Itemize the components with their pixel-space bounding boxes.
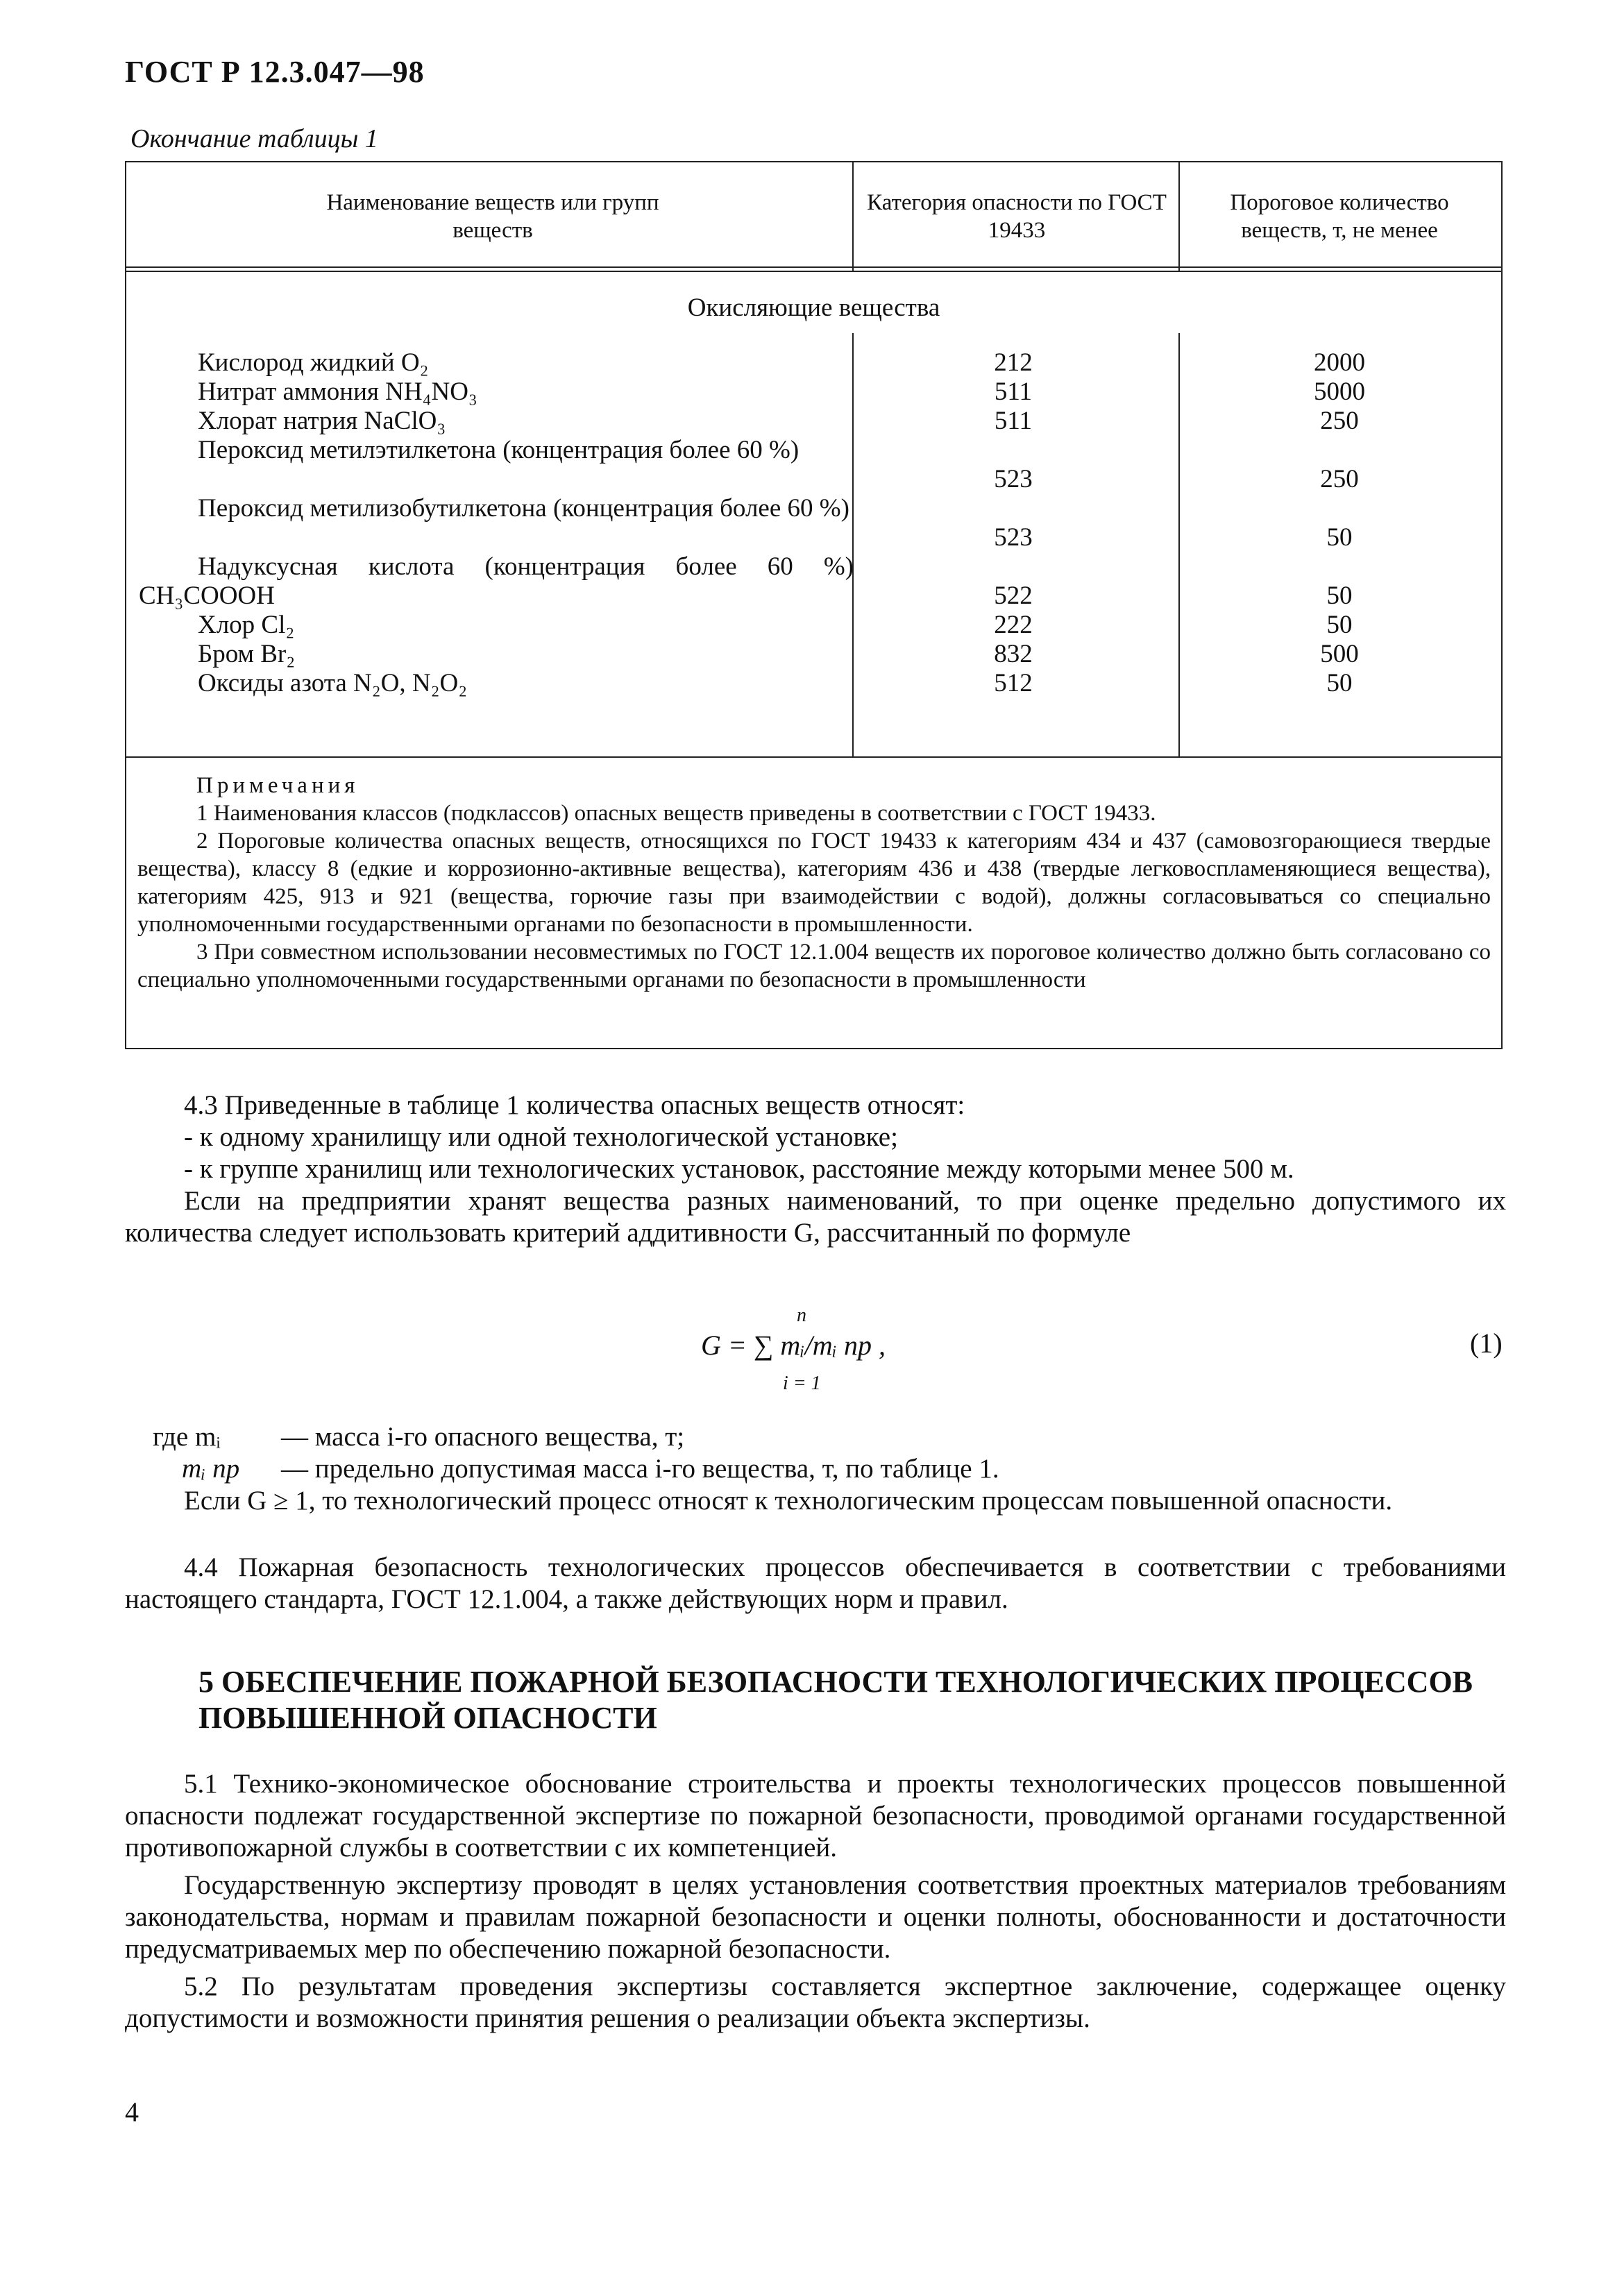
threshold-amount: 500 (1320, 640, 1359, 668)
paragraph-5-1 (125, 1768, 1506, 1864)
paragraph-5-1b (125, 1869, 1506, 1965)
column-header-name: Наименование веществ или групп веществ (326, 190, 659, 243)
hazard-category: 523 (994, 523, 1033, 552)
body-col-divider-2 (1178, 333, 1180, 756)
substance-name: Кислород жидкий O₂ (198, 348, 429, 377)
paragraph-5-2 (125, 1971, 1506, 2035)
paragraph-line: 4.3 Приведенные в таблице 1 количества опасных веществ относят: (184, 1090, 965, 1120)
header-col-divider-1 (852, 161, 854, 271)
header-col-divider-2 (1178, 161, 1180, 271)
paragraph-line: - к одному хранилищу или одной технологической установке; (184, 1122, 898, 1152)
header-divider-2 (125, 271, 1503, 272)
paragraph-line: - к группе хранилищ или технологических установок, расстояние между которыми менее 500 м. (184, 1154, 1294, 1184)
notes-title: Примечания (196, 773, 360, 798)
note-item: 1 Наименования классов (подклассов) опасных веществ приведены в соответствии с ГОСТ 19433. (196, 801, 1156, 826)
header-divider (125, 266, 1503, 268)
threshold-amount: 50 (1326, 582, 1353, 610)
substances-table (125, 161, 1503, 1049)
hazard-category: 212 (994, 348, 1033, 377)
threshold-amount: 250 (1320, 407, 1359, 435)
table-notes (137, 772, 1491, 994)
threshold-amount: 250 (1320, 465, 1359, 493)
page-number: 4 (125, 2096, 139, 2128)
note-item: 3 При совместном использовании несовместимых по ГОСТ 12.1.004 веществ их пороговое количество должно быть согласовано со специально уполномоченными государственными органами по безопасности в промышленности (137, 940, 1491, 992)
paragraph-text: Государственную экспертизу проводят в целях установления соответствия проектных материалов требованиям законодательства, нормам и правилам пожарной безопасности и оценки полноты, обоснованности и достаточности предусматриваемых мер по обеспечению пожарной безопасности. (125, 1870, 1506, 1964)
where-definition: — масса i-го опасного вещества, т; (281, 1422, 685, 1452)
column-header-category: Категория опасности по ГОСТ 19433 (867, 190, 1167, 243)
where-symbol: где mᵢ (153, 1422, 221, 1452)
section-5-heading: 5 ОБЕСПЕЧЕНИЕ ПОЖАРНОЙ БЕЗОПАСНОСТИ ТЕХНОЛОГИЧЕСКИХ ПРОЦЕССОВ ПОВЫШЕННОЙ ОПАСНОСТИ (198, 1665, 1473, 1735)
substance-name: Оксиды азота N₂O, N₂O₂ (198, 669, 468, 697)
where-definition: — предельно допустимая масса i-го вещества, т, по таблице 1. (281, 1454, 999, 1484)
paragraph-text: 5.2 По результатам проведения экспертизы составляется экспертное заключение, содержащее оценку допустимости и возможности принятия решения о реализации объекта экспертизы. (125, 1971, 1506, 2033)
hazard-category: 222 (994, 611, 1033, 639)
paragraph-4-3 (125, 1089, 1506, 1249)
hazard-category: 512 (994, 669, 1033, 697)
threshold-amount: 50 (1326, 523, 1353, 552)
formula-additivity: G = ∑ mᵢ/mᵢ пр , (701, 1330, 886, 1361)
section-oxidizers: Окисляющие вещества (687, 294, 940, 322)
document-code: ГОСТ Р 12.3.047—98 (125, 55, 425, 89)
paragraph-text: 4.4 Пожарная безопасность технологических процессов обеспечивается в соответствии с требованиями настоящего стандарта, ГОСТ 12.1.004, а также действующих норм и правил. (125, 1552, 1506, 1614)
hazard-category: 523 (994, 465, 1033, 493)
hazard-category: 832 (994, 640, 1033, 668)
paragraph-text: Если G ≥ 1, то технологический процесс относят к технологическим процессам повышенной опасности. (184, 1486, 1393, 1516)
hazard-category: 522 (994, 582, 1033, 610)
note-item: 2 Пороговые количества опасных веществ, относящихся по ГОСТ 19433 к категориям 434 и 437 (самовозгорающиеся твердые вещества), классу 8 (едкие и коррозионно-активные вещества), категориям 436 и 438 (твердые легковоспламеняющиеся вещества), категориям 425, 913 и 921 (вещества, горючие газы при взаимодействии с водой), должны согласовываться со специально уполномоченными государственными органами по безопасности в промышленности. (137, 829, 1491, 937)
threshold-amount: 50 (1326, 611, 1353, 639)
equation-number: (1) (1470, 1328, 1503, 1359)
table-caption: Окончание таблицы 1 (130, 124, 378, 153)
substance-name: Пероксид метилизобутилкетона (концентрация более 60 %) (198, 494, 849, 523)
paragraph-4-4 (125, 1552, 1506, 1615)
column-header-threshold: Пороговое количество веществ, т, не менее (1230, 190, 1449, 243)
hazard-category: 511 (994, 407, 1033, 435)
threshold-amount: 5000 (1314, 378, 1365, 406)
substance-name: Нитрат аммония NH₄NO₃ (198, 378, 477, 406)
substance-name: Хлорат натрия NaClO₃ (198, 407, 446, 435)
substance-name: Бром Br₂ (198, 640, 296, 668)
paragraph-line: Если на предприятии хранят вещества разных наименований, то при оценке предельно допустимого их количества следует использовать критерий аддитивности G, рассчитанный по формуле (125, 1186, 1506, 1248)
threshold-amount: 50 (1326, 669, 1353, 697)
formula-upper-limit: n (797, 1305, 806, 1326)
notes-divider (125, 756, 1503, 758)
threshold-amount: 2000 (1314, 348, 1365, 377)
formula-lower-limit: i = 1 (783, 1373, 821, 1394)
paragraph-text: 5.1 Технико-экономическое обоснование строительства и проекты технологических процессов повышенной опасности подлежат государственной экспертизе по пожарной безопасности, проводимой органами государственной противопожарной службы в соответствии с их компетенцией. (125, 1769, 1506, 1863)
where-symbol: mᵢ пр (182, 1454, 240, 1484)
substance-name: Надуксусная кислота (концентрация более 60 %) CH₃COOOH (139, 552, 854, 610)
substance-name: Пероксид метилэтилкетона (концентрация более 60 %) (198, 436, 800, 464)
substance-name: Хлор Cl₂ (198, 611, 295, 639)
hazard-category: 511 (994, 378, 1033, 406)
paragraph-g-condition (125, 1485, 1506, 1517)
